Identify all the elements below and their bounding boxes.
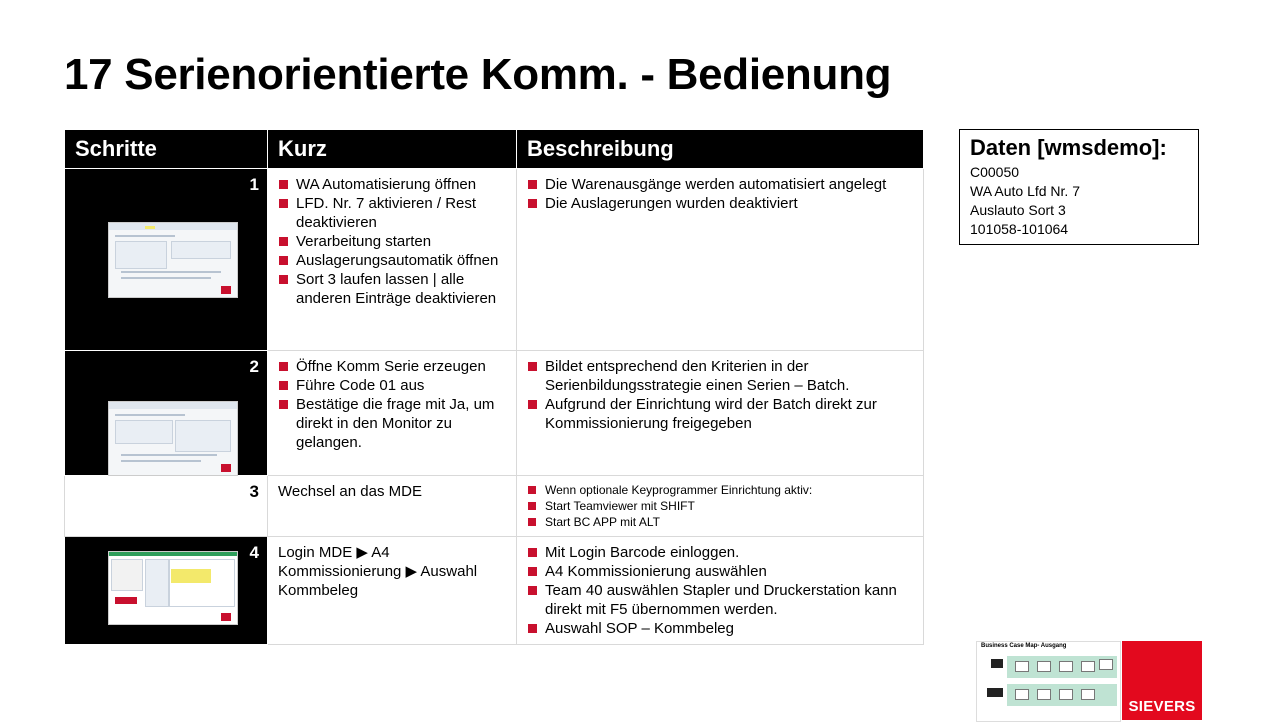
screenshot-thumbnail — [108, 551, 238, 625]
beschreibung-cell — [517, 537, 924, 645]
data-line: WA Auto Lfd Nr. 7 — [970, 183, 1080, 199]
header-beschreibung: Beschreibung — [517, 130, 924, 169]
list-item: Start Teamviewer mit SHIFT — [527, 498, 913, 514]
step-number: 1 — [249, 175, 259, 194]
list-item: Verarbeitung starten — [278, 232, 506, 251]
table-row — [65, 476, 924, 537]
screenshot-thumbnail — [108, 222, 238, 298]
kurz-cell — [268, 351, 517, 476]
list-item: Start BC APP mit ALT — [527, 514, 913, 530]
table-row — [65, 169, 924, 351]
list-item: Aufgrund der Einrichtung wird der Batch direkt zur Kommissionierung freigegeben — [527, 395, 913, 433]
step-3-cell — [65, 476, 268, 537]
list-item: Die Auslagerungen wurden deaktiviert — [527, 194, 913, 213]
step-2-cell — [65, 351, 268, 476]
list-item: Team 40 auswählen Stapler und Druckerstation kann direkt mit F5 übernommen werden. — [527, 581, 913, 619]
step-number: 2 — [249, 357, 259, 376]
kurz-text: Wechsel an das MDE — [278, 483, 422, 500]
data-line: C00050 — [970, 164, 1020, 180]
page-title: 17 Serienorientierte Komm. - Bedienung — [64, 50, 892, 99]
list-item: Bestätige die frage mit Ja, um direkt in den Monitor zu gelangen. — [278, 395, 506, 452]
data-box-heading: Daten [wmsdemo]: — [970, 135, 1167, 160]
process-map-title: Business Case Map- Ausgang — [981, 643, 1067, 649]
sievers-logo — [1122, 641, 1202, 720]
kurz-cell — [268, 537, 517, 645]
steps-table — [64, 129, 924, 645]
list-item: Auswahl SOP – Kommbeleg — [527, 619, 913, 638]
list-item: Die Warenausgänge werden automatisiert angelegt — [527, 175, 913, 194]
data-line: Auslauto Sort 3 — [970, 202, 1066, 218]
data-line: 101058-101064 — [970, 221, 1069, 237]
step-1-cell — [65, 169, 268, 351]
kurz-cell — [268, 476, 517, 537]
beschreibung-cell — [517, 351, 924, 476]
list-item: A4 Kommissionierung auswählen — [527, 562, 913, 581]
header-kurz: Kurz — [268, 130, 517, 169]
screenshot-thumbnail — [108, 401, 238, 476]
beschreibung-cell — [517, 169, 924, 351]
step-number: 4 — [249, 543, 259, 562]
list-item: Wenn optionale Keyprogrammer Einrichtung aktiv: — [527, 482, 913, 498]
list-item: WA Automatisierung öffnen — [278, 175, 506, 194]
header-schritte: Schritte — [65, 130, 268, 169]
list-item: Mit Login Barcode einloggen. — [527, 543, 913, 562]
list-item: Öffne Komm Serie erzeugen — [278, 357, 506, 376]
list-item: Auslagerungsautomatik öffnen — [278, 251, 506, 270]
step-number: 3 — [249, 482, 259, 501]
table-row — [65, 537, 924, 645]
step-4-cell — [65, 537, 268, 645]
process-map-thumbnail[interactable] — [976, 641, 1121, 722]
table-row — [65, 351, 924, 476]
brand-name: SIEVERS — [1128, 698, 1196, 715]
data-info-box — [959, 129, 1199, 245]
list-item: Sort 3 laufen lassen | alle anderen Einträge deaktivieren — [278, 270, 506, 308]
beschreibung-cell — [517, 476, 924, 537]
list-item: Bildet entsprechend den Kriterien in der Serienbildungsstrategie einen Serien – Batch. — [527, 357, 913, 395]
table-header-row — [65, 130, 924, 169]
list-item: Führe Code 01 aus — [278, 376, 506, 395]
kurz-text: Login MDE ▶ A4 Kommissionierung ▶ Auswahl Kommbeleg — [278, 544, 478, 599]
kurz-cell — [268, 169, 517, 351]
list-item: LFD. Nr. 7 aktivieren / Rest deaktivieren — [278, 194, 506, 232]
